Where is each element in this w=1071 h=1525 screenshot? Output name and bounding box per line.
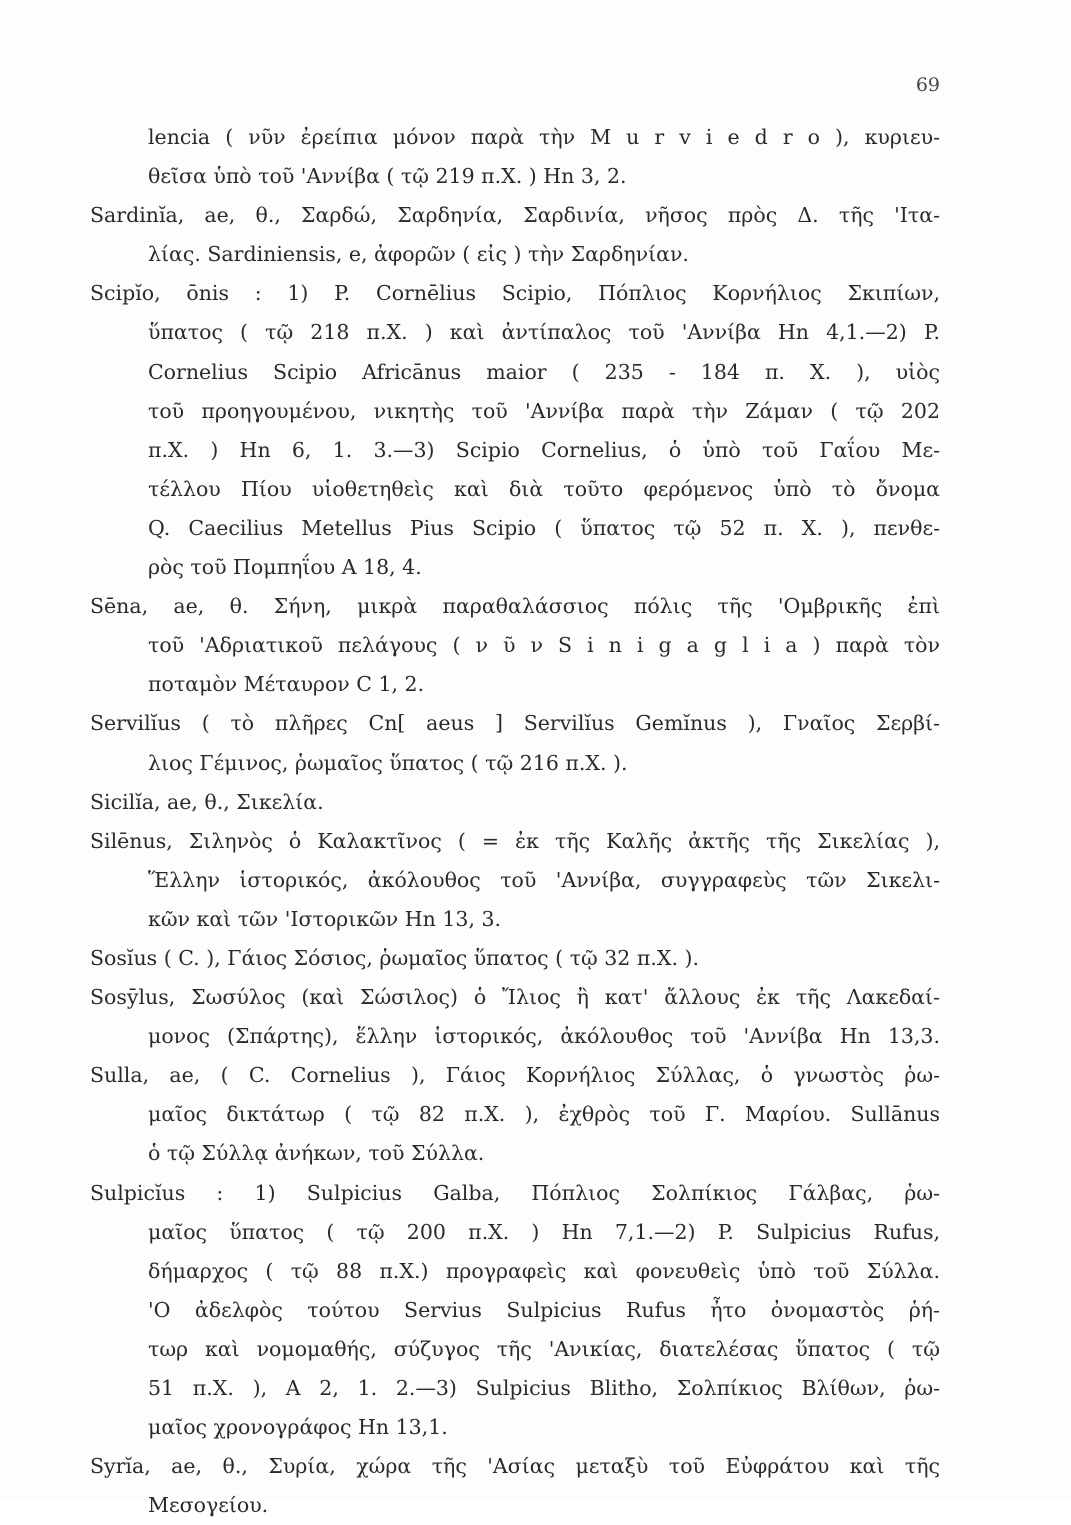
entry-line: λίας. Sardiniensis, e, ἀφορῶν ( εἰς ) τὴν Σαρδηνίαν. [148, 242, 689, 267]
entry-headline: Sardinĭa, ae, θ., Σαρδώ, Σαρδηνία, Σαρδινία, νῆσος πρὸς Δ. τῆς 'Ιτα- [90, 203, 940, 228]
entry-headline: Sēna, ae, θ. Σήνη, μικρὰ παραθαλάσσιος πόλις τῆς 'Ομβρικῆς ἐπὶ [90, 594, 940, 619]
entry-line: τέλλου Πίου υἱοθετηθεὶς καὶ διὰ τοῦτο φερόμενος ὑπὸ τὸ ὄνομα [148, 476, 940, 501]
entry-line: ὕπατος ( τῷ 218 π.Χ. ) καὶ ἀντίπαλος τοῦ 'Αννίβα Hn 4,1.—2) P. [148, 320, 940, 345]
entry-line: ὁ τῷ Σύλλᾳ ἀνήκων, τοῦ Σύλλα. [148, 1141, 485, 1166]
entry-headline: Syrĭa, ae, θ., Συρία, χώρα τῆς 'Ασίας μεταξὺ τοῦ Εὐφράτου καὶ τῆς [90, 1454, 940, 1479]
entry-line: ποταμὸν Μέταυρον C 1, 2. [148, 672, 425, 697]
entry-line: κῶν καὶ τῶν 'Ιστορικῶν Hn 13, 3. [148, 906, 502, 931]
entry-line: Μεσογείου. [148, 1493, 269, 1518]
entry-line: τοῦ προηγουμένου, νικητὴς τοῦ 'Αννίβα παρὰ τὴν Ζάμαν ( τῷ 202 [148, 398, 940, 423]
entry-line: μονος (Σπάρτης), ἕλλην ἱστορικός, ἀκόλουθος τοῦ 'Αννίβα Hn 13,3. [148, 1024, 940, 1049]
entry-line: Q. Caecilius Metellus Pius Scipio ( ὕπατος τῷ 52 π. Χ. ), πενθε- [148, 515, 940, 540]
entry-line: Ἕλλην ἱστορικός, ἀκόλουθος τοῦ 'Αννίβα, συγγραφεὺς τῶν Σικελι- [148, 867, 940, 892]
entry-headline: Sicilĭa, ae, θ., Σικελία. [90, 789, 324, 814]
entry-line: τοῦ 'Αδριατικοῦ πελάγους ( ν ῦ ν S i n i g a g l i a ) παρὰ τὸν [148, 633, 940, 658]
entry-line: 'Ο ἀδελφὸς τούτου Servius Sulpicius Rufus ἦτο ὀνομαστὸς ῥή- [148, 1297, 940, 1322]
entry-line: lencia ( νῦν ἐρείπια μόνον παρὰ τὴν M u r v i e d r o ), κυριευ- [148, 125, 940, 149]
entry-headline: Scipĭo, ōnis : 1) P. Cornēlius Scipio, Πόπλιος Κορνήλιος Σκιπίων, [90, 281, 940, 306]
page-number: 69 [915, 74, 940, 96]
entry-line: π.Χ. ) Hn 6, 1. 3.—3) Scipio Cornelius, ὁ ὑπὸ τοῦ Γαΐου Με- [148, 437, 940, 462]
entry-headline: Sosȳlus, Σωσύλος (καὶ Σώσιλος) ὁ Ἴλιος ἢ κατ' ἄλλους ἐκ τῆς Λακεδαί- [90, 985, 940, 1010]
glossary-text [90, 118, 940, 1525]
entry-line: δήμαρχος ( τῷ 88 π.Χ.) προγραφεὶς καὶ φονευθεὶς ὑπὸ τοῦ Σύλλα. [148, 1258, 940, 1283]
entry-line: λιος Γέμινος, ῥωμαῖος ὕπατος ( τῷ 216 π.Χ. ). [148, 750, 628, 775]
entry-headline: Silēnus, Σιληνὸς ὁ Καλακτῖνος ( = ἐκ τῆς Καλῆς ἀκτῆς τῆς Σικελίας ), [90, 828, 940, 853]
entry-line: ρὸς τοῦ Πομπηΐου A 18, 4. [148, 555, 422, 580]
entry-headline: Servilĭus ( τὸ πλῆρες Cn[ aeus ] Servilĭus Gemĭnus ), Γναῖος Σερβί- [90, 711, 940, 736]
entry-headline: Sulla, ae, ( C. Cornelius ), Γάιος Κορνήλιος Σύλλας, ὁ γνωστὸς ῥω- [90, 1063, 940, 1088]
entry-line: Cornelius Scipio Africānus maior ( 235 - 184 π. Χ. ), υἱὸς [148, 359, 940, 384]
entry-line: 51 π.Χ. ), A 2, 1. 2.—3) Sulpicius Blitho, Σολπίκιος Βλίθων, ῥω- [148, 1376, 940, 1400]
entry-line: θεῖσα ὑπὸ τοῦ 'Αννίβα ( τῷ 219 π.Χ. ) Hn 3, 2. [148, 164, 627, 189]
entry-line: τωρ καὶ νομομαθής, σύζυγος τῆς 'Ανικίας, διατελέσας ὕπατος ( τῷ [148, 1336, 940, 1361]
entry-line: μαῖος ὕπατος ( τῷ 200 π.Χ. ) Hn 7,1.—2) P. Sulpicius Rufus, [148, 1219, 940, 1244]
entry-line: μαῖος δικτάτωρ ( τῷ 82 π.Χ. ), ἐχθρὸς τοῦ Γ. Μαρίου. Sullānus [148, 1102, 940, 1127]
entry-headline: Sulpicĭus : 1) Sulpicius Galba, Πόπλιος Σολπίκιος Γάλβας, ῥω- [90, 1180, 940, 1205]
entry-headline: Sosĭus ( C. ), Γάιος Σόσιος, ῥωμαῖος ὕπατος ( τῷ 32 π.Χ. ). [90, 945, 699, 970]
entry-line: μαῖος χρονογράφος Hn 13,1. [148, 1415, 448, 1440]
